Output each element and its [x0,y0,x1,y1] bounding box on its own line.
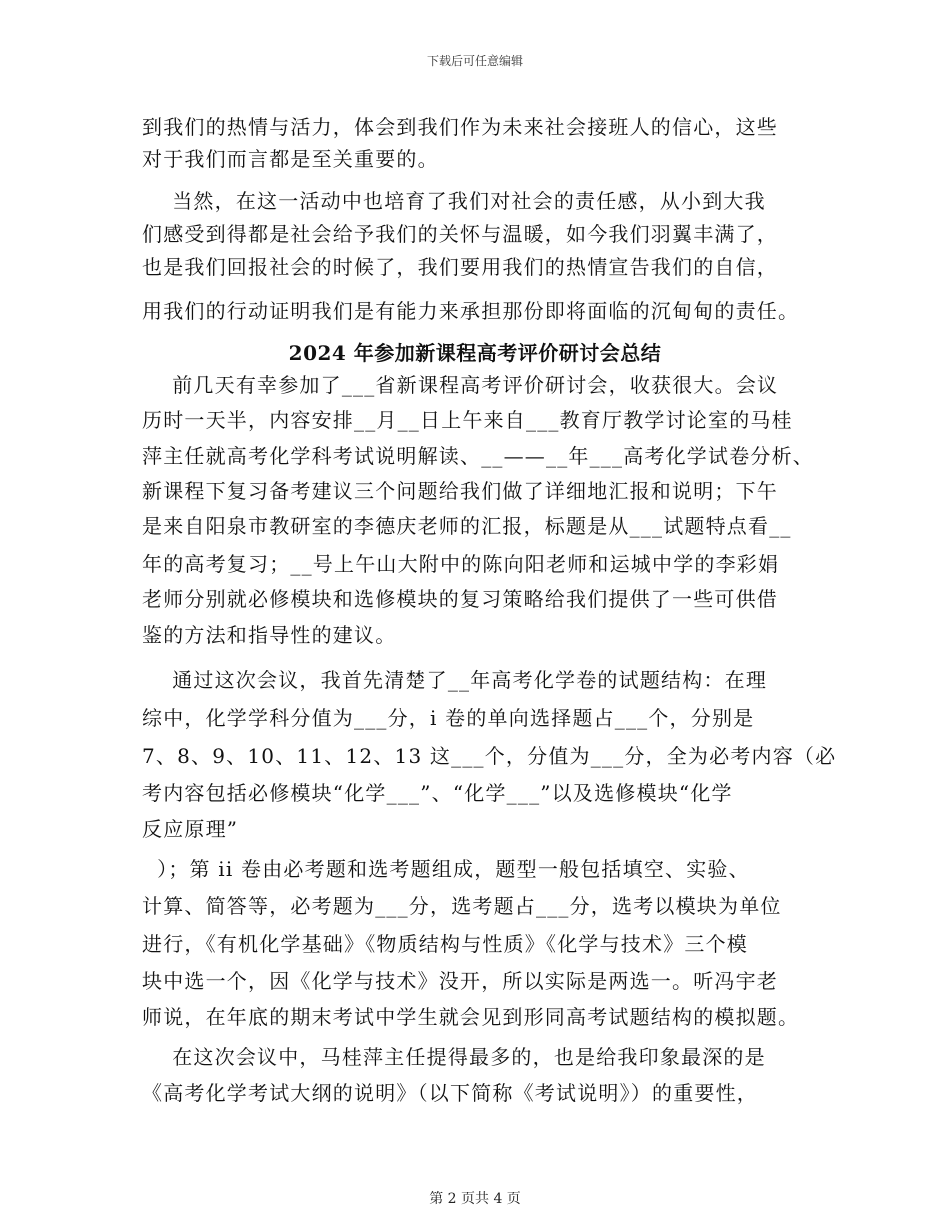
text-line: 在这次会议中，马桂萍主任提得最多的，也是给我印象最深的是 [142,1045,766,1069]
text-line: 前几天有幸参加了___省新课程高考评价研讨会，收获很大。会议 [142,373,779,397]
document-title: 2024 年参加新课程高考评价研讨会总结 [288,341,662,365]
text-line: 通过这次会议，我首先清楚了__年高考化学卷的试题结构：在理 [142,668,768,692]
text-line: 考内容包括必修模块“化学___”、“化学___”以及选修模块“化学 [142,781,733,805]
text-line: 年的高考复习；__号上午山大附中的陈向阳老师和运城中学的李彩娟 [142,552,780,576]
text-line: 也是我们回报社会的时候了，我们要用我们的热情宣告我们的自信， [142,255,778,279]
text-line: 用我们的行动证明我们是有能力来承担那份即将面临的沉甸甸的责任。 [142,299,800,323]
text-line: 新课程下复习备考建议三个问题给我们做了详细地汇报和说明；下午 [142,479,778,503]
text-line: 进行，《有机化学基础》《物质结构与性质》《化学与技术》三个模 [142,932,748,956]
text-line: 历时一天半，内容安排__月__日上午来自___教育厅教学讨论室的马桂 [142,408,793,432]
page-footer: 第 2 页共 4 页 [429,1191,521,1207]
text-line: 7、8、9、10、11、12、13 这___个，分值为___分，全为必考内容（必 [142,744,837,768]
text-line: 块中选一个，因《化学与技术》没开，所以实际是两选一。听冯宇老 [142,969,778,993]
text-line: 是来自阳泉市教研室的李德庆老师的汇报，标题是从___试题特点看__ [142,514,792,538]
text-line: 到我们的热情与活力，体会到我们作为未来社会接班人的信心，这些 [142,115,778,139]
text-line: 对于我们而言都是至关重要的。 [142,147,439,171]
page-header: 下载后可任意编辑 [426,54,523,68]
text-line: 《高考化学考试大纲的说明》（以下简称《考试说明》）的重要性， [142,1081,758,1105]
text-line: 计算、简答等，必考题为___分，选考题占___分，选考以模块为单位 [142,894,782,918]
text-line: 萍主任就高考化学科考试说明解读、__——__年___高考化学试卷分析、 [142,444,814,468]
text-line: 们感受到得都是社会给予我们的关怀与温暖，如今我们羽翼丰满了， [142,222,778,246]
text-line: 当然，在这一活动中也培育了我们对社会的责任感，从小到大我 [142,189,766,213]
text-line: 老师分别就必修模块和选修模块的复习策略给我们提供了一些可供借 [142,587,778,611]
text-line: 反应原理” [142,817,239,841]
text-line: 师说，在年底的期末考试中学生就会见到形同高考试题结构的模拟题。 [142,1005,800,1029]
text-line: 综中，化学学科分值为___分，i 卷的单向选择题占___个，分别是 [142,706,755,730]
text-line: 鉴的方法和指导性的建议。 [142,623,397,647]
text-line: ）；第 ii 卷由必考题和选考题组成，题型一般包括填空、实验、 [142,857,750,881]
